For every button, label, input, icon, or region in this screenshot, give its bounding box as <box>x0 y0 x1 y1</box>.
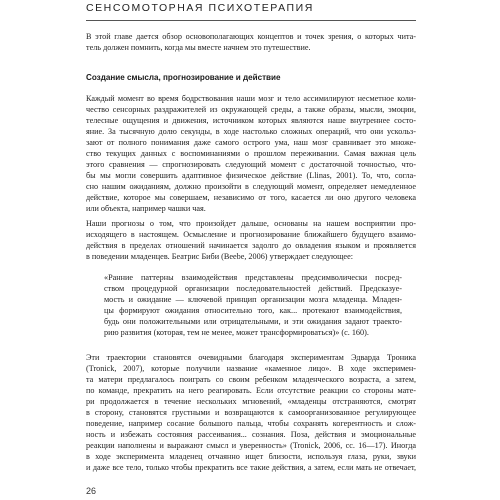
text-line: Каждый момент во время бодрствования наши мозг и тело ассимилируют несметное коли- <box>86 94 416 103</box>
quote-line: мость и ожидание — ключевой принцип организации мозга младенца. Младен- <box>104 295 402 304</box>
quote-line: «Ранние паттерны взаимодействия представлены предсимволически посред- <box>104 273 402 282</box>
text-line: и даже все тело, только чтобы прекратить все такие действия, а затем, если мать не отвечает, <box>86 463 416 472</box>
text-line: ство текущих данных с воспоминаниями о прошлом переживании. Самая важная цель <box>86 149 416 158</box>
text-line: ри продолжается в течение нескольких мгновений, «младенцы отстраняются, смотрят <box>86 397 416 406</box>
text-line: бы мы могли совершить адаптивное физическое действие (Llinas, 2001). То, что, согла- <box>86 171 416 180</box>
text-line: та матери предлагалось поиграть со своим ребенком младенческого возраста, а затем, <box>86 375 416 384</box>
quote-line: будь они положительными или отрицательными, и эти ожидания задают траекто- <box>104 317 402 326</box>
text-line: чество сенсорных раздражителей из окружающей среды, а также образы, мысли, эмоции, <box>86 105 416 114</box>
text-line: действие, которое мы совершаем, независимо от того, касается ли оно другого человека <box>86 193 416 202</box>
quote-line: цы формируют ожидания относительно того, как... протекают взаимодействия, <box>104 306 402 315</box>
page-number: 26 <box>86 486 97 496</box>
running-head: СЕНСОМОТОРНАЯ ПСИХОТЕРАПИЯ <box>86 2 314 14</box>
text-line: тель должен помнить, когда мы вместе начнем это путешествие. <box>86 43 311 52</box>
text-line: ность и избежать состояния рассеивания... сознания. Поза, действия и эмоциональные <box>86 430 416 439</box>
text-line: действия в пределах отношений начинается задолго до овладения языком и проявляется <box>86 241 416 250</box>
quote-line: ством процедурной организации последовательностей действий. Предсказуе- <box>104 284 402 293</box>
text-line: поведение, например сосание большого пальца, чтобы сохранять когерентность и слож- <box>86 419 416 428</box>
text-line: по команде, прекратить на него реагировать. Если отсутствие реакции со стороны мате- <box>86 386 416 395</box>
text-line: зают от полного понимания даже самого острого ума, наш мозг сравнивает это множе- <box>86 138 416 147</box>
text-line: или объекта, например чашки чая. <box>86 204 206 213</box>
text-line: яние. За тысячную долю секунды, в ходе настолько сложных операций, что они ускольз- <box>86 127 416 136</box>
section-heading: Создание смысла, прогнозирование и действие <box>86 73 281 82</box>
quote-line: рию развития (которая, тем не менее, может трансформироваться)» (с. 160). <box>104 328 369 337</box>
text-line: этого сравнения — спрогнозировать следующий момент с достаточной точностью, что- <box>86 160 416 169</box>
text-line: исходящего в настоящем. Осмысление и прогнозирование ближайшего будущего взаимо- <box>86 230 416 239</box>
text-line: В этой главе дается обзор основополагающих концептов и точек зрения, о которых чита- <box>86 32 416 41</box>
text-line: (Tronick, 2007), которые получили название «каменное лицо». В ходе эксперимен- <box>86 364 416 373</box>
text-line: телесные ощущения и движения, источником которых являются наше внутреннее состо- <box>86 116 416 125</box>
text-line: сно нашим ожиданиям, должно произойти в следующий момент, определяет немедленное <box>86 182 416 191</box>
text-line: в ходе эксперимента младенец отчаянно ищет близости, используя глаза, руки, звуки <box>86 452 416 461</box>
text-line: Наши прогнозы о том, что произойдет дальше, основаны на нашем восприятии про- <box>86 219 416 228</box>
text-line: реакции наполнены и выражают смысл и уверенность» (Tronick, 2006, сс. 16—17). Иногда <box>86 441 416 450</box>
header-rule <box>86 20 416 21</box>
text-line: в поведении младенцев. Беатрис Биби (Beebe, 2006) утверждает следующее: <box>86 252 353 261</box>
text-line: в сторону, становятся грустными и возвращаются к самоорганизованное регулирующее <box>86 408 416 417</box>
text-line: Эти траектории становятся очевидными благодаря экспериментам Эдварда Троника <box>86 353 416 362</box>
